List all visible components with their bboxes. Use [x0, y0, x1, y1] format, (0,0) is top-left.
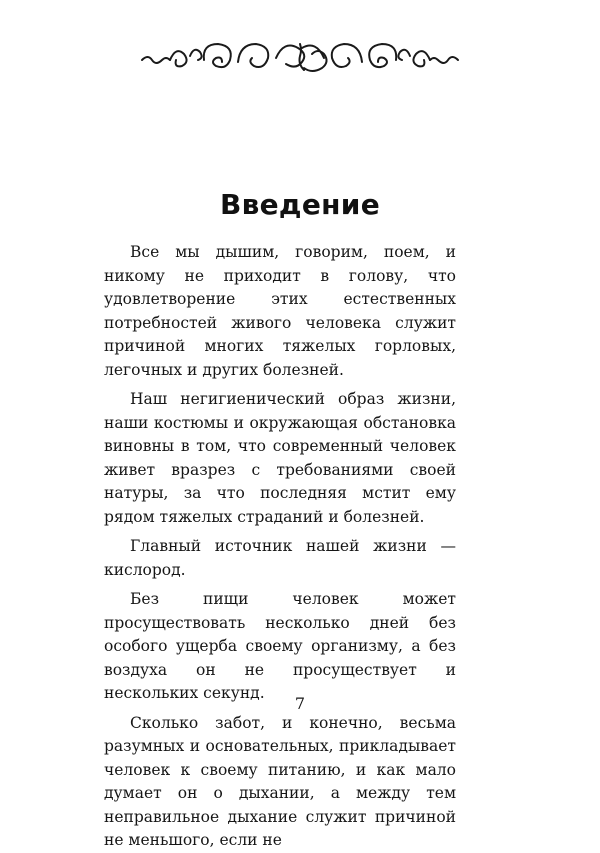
chapter-body [104, 241, 456, 853]
paragraph: Главный источник нашей жизни — кислород. [104, 537, 456, 579]
paragraph: Без пищи человек может просуществовать несколько дней без особого ущерба своему организму, а без воздуха он не просуществует и нескольких секунд. [104, 590, 456, 702]
decorative-flourish-icon [140, 36, 460, 80]
paragraph: Наш негигиенический образ жизни, наши костюмы и окружающая обстановка виновны в том, что современный человек живет вразрез с требованиями своей натуры, за что последняя мстит ему рядом тяжелых страданий и болезней. [104, 390, 456, 526]
chapter-title: Введение [219, 188, 380, 221]
page-number: 7 [294, 694, 306, 713]
paragraph: Все мы дышим, говорим, поем, и никому не приходит в голову, что удовлетворение этих естественных потребностей живого человека служит причиной многих тяжелых горловых, легочных и других болезней. [104, 243, 456, 379]
paragraph: Сколько забот, и конечно, весьма разумных и основательных, прикладывает человек к своему питанию, и как мало думает он о дыхании, а между тем неправильное дыхание служит причиной не меньшого, если не [104, 713, 456, 849]
